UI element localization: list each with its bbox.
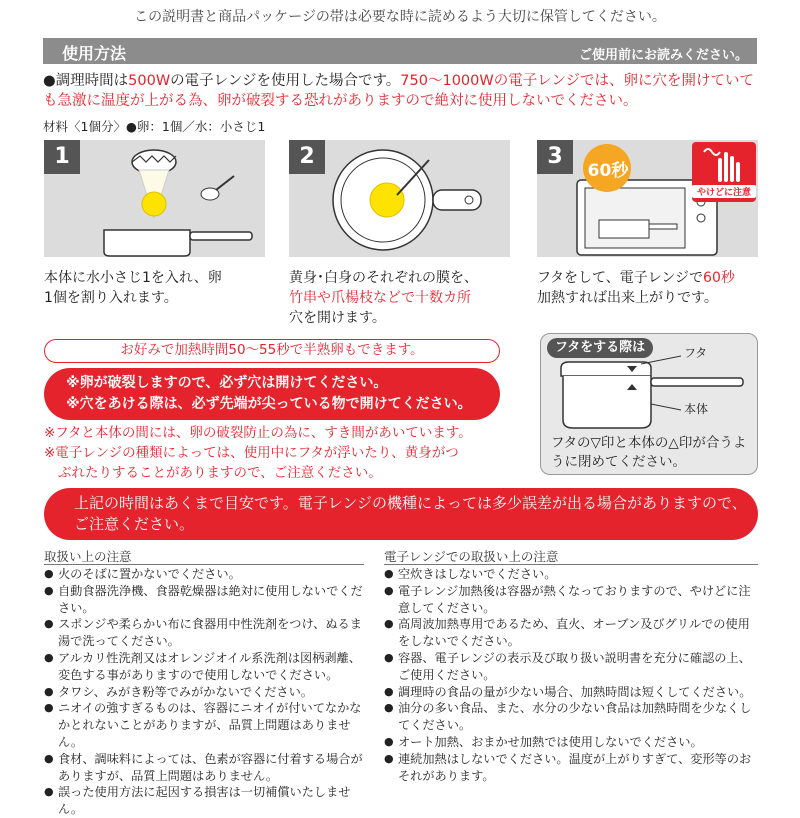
intro-wattage: 500W <box>128 73 171 89</box>
lid-instruction-box <box>540 333 758 475</box>
caution-item: ● 誤った使用方法に起因する損害は一切補償いたしません。 <box>44 784 366 818</box>
step-1-line-2: 1個を割り入れます。 <box>44 290 178 306</box>
caution-item: ● 調理時の食品の量が少ない場合、加熱時間は短くしてください。 <box>384 684 760 701</box>
step-3-line-1: フタをして、電子レンジで <box>537 270 704 286</box>
time-disclaimer: 上記の時間はあくまで目安です。電子レンジの機種によっては多少誤差が出る場合がありますので、ご注意ください。 <box>44 488 758 540</box>
lid-label: フタ <box>684 346 708 360</box>
caution-item: ● 連続加熱はしないでください。温度が上がりすぎて、変形等のおそれがあります。 <box>384 751 760 785</box>
hot-hand-icon <box>692 142 756 184</box>
caution-item: ● アルカリ性洗剤又はオレンジオイル系洗剤は図柄剥離、変色する事がありますので使用しないでください。 <box>44 650 366 684</box>
caution-item: ● タワシ、みがき粉等でみがかないでください。 <box>44 684 366 701</box>
step-1-line-1: 本体に水小さじ1を入れ、卵 <box>44 270 222 286</box>
step-2-text <box>289 268 529 328</box>
section-subtitle: ご使用前にお読みください。 <box>578 48 748 63</box>
microwave-cautions-title: 電子レンジでの取扱い上の注意 <box>384 549 559 564</box>
warning-line-1: ※卵が破裂しますので、必ず穴は開けてください。 <box>66 375 388 391</box>
step-3-number: 3 <box>537 140 573 174</box>
caution-item: ● 自動食器洗浄機、食器乾燥器は絶対に使用しないでください。 <box>44 583 366 617</box>
note-line-3: ぶれたりすることがありますので、ご注意ください。 <box>58 465 382 481</box>
section-title: 使用方法 <box>62 44 127 63</box>
lid-text: フタの▽印と本体の△印が合うように閉めてください。 <box>551 435 747 470</box>
time-badge: 60秒 <box>587 161 629 181</box>
right-divider <box>384 564 758 565</box>
note-line-2: ※電子レンジの種類によっては、使用中にフタが浮いたり、黄身がつ <box>44 445 459 461</box>
microwave-cautions-list <box>384 566 760 784</box>
storage-note: この説明書と商品パッケージの帯は必要な時に読めるよう大切に保管してください。 <box>134 9 666 25</box>
caution-item: ● 容器、電子レンジの表示及び取り扱い説明書を充分に確認の上、ご使用ください。 <box>384 650 760 684</box>
caution-item: ● 火のそばに置かないでください。 <box>44 566 366 583</box>
handling-cautions-list <box>44 566 366 818</box>
handling-cautions-title: 取扱い上の注意 <box>44 549 132 564</box>
left-divider <box>44 564 364 565</box>
note-line-1: ※フタと本体の間には、卵の破裂防止の為に、すき間があいています。 <box>44 425 472 441</box>
intro-warning: 750～1000Wの電子レンジでは、卵に穴を開けていても急激に温度が上がる為、卵が破裂する恐れがありますので絶対に使用しないでください。 <box>43 73 754 109</box>
caution-item: ● 空炊きはしないでください。 <box>384 566 760 583</box>
lid-title: フタをする際は <box>547 338 653 358</box>
materials-line: 材料〈1個分〉●卵：1個／水：小さじ1 <box>43 119 266 134</box>
step-1-number: 1 <box>44 140 80 174</box>
step-3-text <box>537 268 767 308</box>
intro-text-2: の電子レンジを使用した場合です。 <box>170 73 401 89</box>
lid-diagram <box>541 354 758 434</box>
intro-text: ●調理時間は <box>43 73 129 89</box>
soft-boiled-tip: お好みで加熱時間50～55秒で半熟卵もできます。 <box>44 339 500 363</box>
caution-item: ● 電子レンジ加熱後は容器が熱くなっておりますので、やけどに注意してください。 <box>384 583 760 617</box>
warning-box <box>44 368 500 420</box>
caution-item: ● 油分の多い食品、また、水分の少ない食品は加熱時間を少なくしてください。 <box>384 700 760 734</box>
caution-item: ● 食材、調味料によっては、色素が容器に付着する場合がありますが、品質上問題はありません。 <box>44 751 366 785</box>
step-2-line-3: 穴を開けます。 <box>289 310 386 326</box>
step-3-line-2: 加熱すれば出来上がりです。 <box>537 290 718 306</box>
caution-item: ● ニオイの強すぎるものは、容器にニオイが付いてなかなかとれないことがありますが、品質上問題はありません。 <box>44 700 366 750</box>
step-2-line-1: 黄身･白身のそれぞれの膜を、 <box>289 270 478 286</box>
warning-line-2: ※穴をあける際は、必ず先端が尖っている物で開けてください。 <box>66 396 472 412</box>
caution-item: ● オート加熱、おまかせ加熱では使用しないでください。 <box>384 734 760 751</box>
body-label: 本体 <box>684 402 709 416</box>
caution-item: ● 高周波加熱専用であるため、直火、オーブン及びグリルでの使用をしないでください。 <box>384 616 760 650</box>
notes-block <box>44 423 524 483</box>
step-1-text <box>44 268 274 308</box>
step-2-number: 2 <box>289 140 325 174</box>
step-2-line-2: 竹串や爪楊枝などで十数カ所 <box>289 290 471 306</box>
step-3-time: 60秒 <box>703 270 735 286</box>
burn-warning-badge <box>692 142 756 202</box>
caution-item: ● スポンジや柔らかい布に食器用中性洗剤をつけ、ぬるま湯で洗ってください。 <box>44 616 366 650</box>
cooking-time-note <box>43 71 763 111</box>
burn-warning-label: やけどに注意 <box>692 185 756 198</box>
